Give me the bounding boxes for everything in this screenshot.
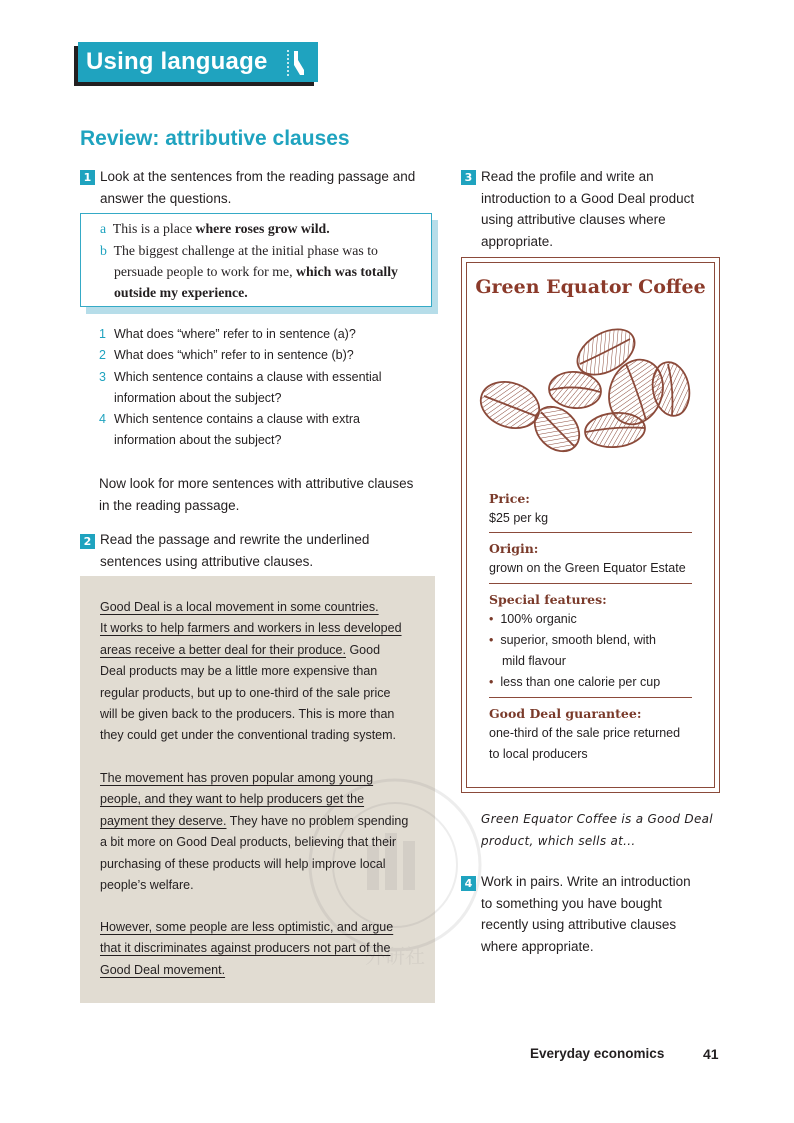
instruction-line: Read the passage and rewrite the underlined — [100, 532, 370, 547]
question-text: What does “where” refer to in sentence (a)? — [114, 327, 356, 341]
example-letter: b — [100, 243, 107, 258]
passage-paragraph-2 — [100, 768, 408, 896]
task-1-instruction — [100, 166, 415, 209]
passage-line — [100, 768, 408, 789]
question-number: 4 — [99, 412, 106, 427]
example-bold-text: outside my experience. — [114, 285, 248, 300]
product-card-title: Green Equator Coffee — [475, 276, 706, 298]
underlined-sentence: that it discriminates against producers not part of the — [100, 941, 391, 956]
example-bold-text: which was totally — [295, 264, 398, 279]
watermark-text: 外研社 — [365, 944, 425, 968]
task-3-instruction — [481, 166, 694, 252]
example-b-line2 — [114, 261, 398, 282]
passage-line — [100, 832, 408, 853]
coffee-beans-illustration — [478, 322, 710, 462]
guarantee-value: one-third of the sale price returned — [489, 725, 681, 740]
task-2-instruction — [100, 529, 369, 572]
underlined-sentence: payment they deserve. — [100, 813, 227, 828]
instruction-line: sentences using attributive clauses. — [100, 553, 314, 569]
question-text: What does “which” refer to in sentence (b)? — [114, 348, 354, 363]
instruction-line: where appropriate. — [481, 938, 594, 954]
origin-label: Origin: — [489, 541, 539, 557]
task-4-badge: 4 — [461, 876, 476, 891]
origin-value: grown on the Green Equator Estate — [489, 561, 686, 576]
passage-line — [100, 811, 408, 832]
instruction-line: recently using attributive clauses — [481, 917, 677, 932]
divider — [489, 583, 692, 584]
passage-line — [100, 725, 402, 746]
passage-line — [100, 917, 393, 938]
passage-line — [100, 789, 408, 810]
example-a — [100, 218, 330, 239]
task-2-badge: 2 — [80, 534, 95, 549]
example-text: persuade people to work for me, — [114, 264, 296, 279]
followup-line: in the reading passage. — [99, 497, 240, 513]
passage-text: will be given back to the producers. This is more than — [100, 707, 395, 722]
product-details — [489, 490, 694, 765]
passage-line — [100, 618, 402, 639]
speech-bookmark-icon — [286, 48, 308, 78]
passage-line — [100, 704, 402, 725]
guarantee-value: to local producers — [489, 747, 588, 762]
question-text: Which sentence contains a clause with extra — [114, 412, 360, 427]
underlined-sentence: Good Deal movement. — [100, 962, 226, 977]
passage-line — [100, 597, 402, 618]
question-item — [99, 324, 439, 345]
passage-line — [100, 661, 402, 682]
question-item — [99, 345, 439, 366]
question-item — [99, 409, 439, 452]
question-item — [99, 367, 439, 410]
instruction-line: appropriate. — [481, 233, 554, 249]
price-label: Price: — [489, 491, 530, 506]
divider — [489, 532, 692, 533]
price-value: $25 per kg — [489, 511, 549, 525]
passage-text: Good — [345, 642, 381, 657]
example-text: This is a place — [112, 221, 196, 236]
passage-line — [100, 854, 408, 875]
features-label: Special features: — [489, 591, 607, 607]
example-bold-text: where roses grow wild. — [195, 221, 330, 236]
divider — [489, 697, 692, 698]
question-text: information about the subject? — [114, 433, 282, 448]
passage-text: regular products, but up to one-third of the sale price — [100, 685, 391, 700]
underlined-sentence: However, some people are less optimistic, and argue — [100, 920, 394, 934]
question-text: information about the subject? — [114, 390, 282, 405]
question-number: 2 — [99, 348, 106, 363]
handwritten-line: Green Equator Coffee is a Good Deal — [481, 812, 713, 826]
question-number: 1 — [99, 327, 106, 341]
instruction-line: introduction to a Good Deal product — [481, 190, 695, 206]
instruction-line: Look at the sentences from the reading passage and — [100, 169, 416, 184]
passage-text: people’s welfare. — [100, 878, 194, 893]
feature-item: • 100% organic — [489, 611, 577, 626]
passage-line — [100, 640, 402, 661]
example-text: The biggest challenge at the initial phase was to — [113, 243, 378, 258]
header-title: Using language — [86, 48, 268, 75]
handwritten-line: product, which sells at... — [481, 834, 636, 848]
underlined-sentence: areas receive a better deal for their produce. — [100, 642, 346, 657]
instruction-line: Read the profile and write an — [481, 169, 654, 184]
feature-item: • less than one calorie per cup — [489, 675, 661, 690]
underlined-sentence: It works to help farmers and workers in less developed — [100, 621, 402, 636]
example-b-line3 — [114, 282, 248, 303]
footer-unit-title: Everyday economics — [530, 1046, 665, 1061]
passage-line — [100, 875, 408, 896]
instruction-line: Work in pairs. Write an introduction — [481, 874, 691, 889]
passage-text: purchasing of these products will help improve local — [100, 856, 386, 871]
task-1-badge: 1 — [80, 170, 95, 185]
task-1-followup — [99, 473, 413, 516]
task-3-badge: 3 — [461, 170, 476, 185]
question-list — [99, 324, 439, 452]
passage-line — [100, 938, 393, 959]
passage-text: Deal products may be a little more expensive than — [100, 664, 378, 679]
page-number: 41 — [703, 1046, 719, 1062]
underlined-sentence: The movement has proven popular among young — [100, 771, 374, 785]
passage-text: They have no problem spending — [226, 813, 409, 828]
passage-line — [100, 683, 402, 704]
feature-item-continued: mild flavour — [502, 654, 566, 669]
example-letter: a — [100, 221, 107, 236]
task-4-instruction — [481, 871, 691, 957]
passage-paragraph-1 — [100, 597, 402, 747]
example-b — [100, 240, 378, 261]
question-number: 3 — [99, 369, 106, 384]
instruction-line: using attributive clauses where — [481, 212, 666, 227]
section-title: Review: attributive clauses — [80, 127, 350, 150]
handwritten-example — [481, 808, 713, 852]
underlined-sentence: Good Deal is a local movement in some countries. — [100, 600, 379, 614]
passage-text: they could get under the conventional trading system. — [100, 728, 397, 743]
underlined-sentence: people, and they want to help producers get the — [100, 792, 365, 807]
passage-paragraph-3 — [100, 917, 393, 981]
instruction-line: to something you have bought — [481, 895, 662, 911]
followup-line: Now look for more sentences with attributive clauses — [99, 476, 414, 491]
question-text: Which sentence contains a clause with essential — [114, 369, 382, 384]
feature-item: • superior, smooth blend, with — [489, 632, 656, 647]
passage-text: a bit more on Good Deal products, believing that their — [100, 835, 397, 850]
guarantee-label: Good Deal guarantee: — [489, 705, 642, 721]
passage-line — [100, 960, 393, 981]
instruction-line: answer the questions. — [100, 190, 232, 206]
